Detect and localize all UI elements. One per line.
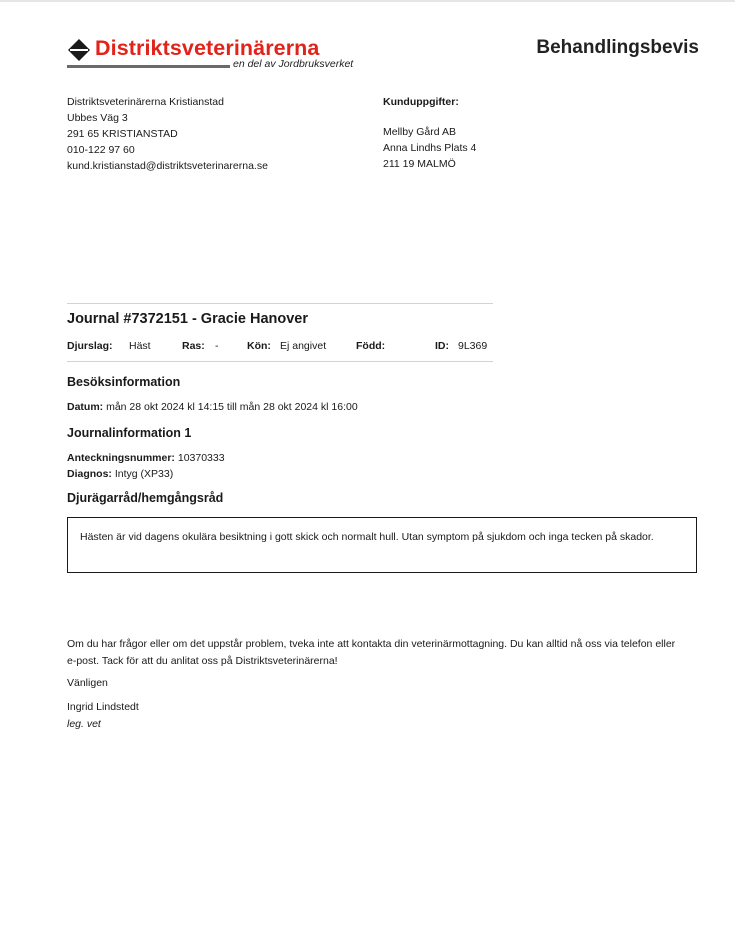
advice-heading: Djurägarråd/hemgångsråd <box>67 491 224 505</box>
customer-street: Anna Lindhs Plats 4 <box>383 142 477 154</box>
sex-value: Ej angivet <box>280 340 327 352</box>
signer-title: leg. vet <box>67 718 101 730</box>
footer-message: Om du har frågor eller om det uppstår problem, tveka inte att kontakta din veterinärmottagning. Du kan alltid nå oss via telefon eller e-post. Tack för att du anlitat oss på Distriktsveterinärerna! <box>67 638 676 667</box>
company-logo <box>67 36 357 72</box>
visit-date-line <box>67 401 358 413</box>
species-label: Djurslag: <box>67 340 113 352</box>
journal-title: Journal #7372151 - Gracie Hanover <box>67 311 308 327</box>
sender-email: kund.kristianstad@distriktsveterinarerna.se <box>67 160 268 172</box>
species-value: Häst <box>129 340 151 352</box>
sender-postal: 291 65 KRISTIANSTAD <box>67 128 178 140</box>
customer-heading: Kunduppgifter: <box>383 96 459 108</box>
sex-label: Kön: <box>247 340 271 352</box>
breed-value: - <box>215 340 219 352</box>
logo-underline <box>67 65 230 68</box>
animal-details-row <box>67 340 493 356</box>
id-value: 9L369 <box>458 340 488 352</box>
born-label: Född: <box>356 340 386 352</box>
journal-info-heading: Journalinformation 1 <box>67 426 192 440</box>
sender-street: Ubbes Väg 3 <box>67 112 128 124</box>
note-number-line <box>67 452 225 464</box>
note-number-label: Anteckningsnummer: <box>67 452 175 464</box>
advice-box <box>67 517 697 573</box>
breed-label: Ras: <box>182 340 205 352</box>
logo-diamond-icon <box>67 38 91 62</box>
date-label: Datum: <box>67 401 104 413</box>
logo-tagline: en del av Jordbruksverket <box>233 58 354 70</box>
signer-name: Ingrid Lindstedt <box>67 701 139 713</box>
diagnosis-label: Diagnos: <box>67 468 112 480</box>
sender-phone: 010-122 97 60 <box>67 144 135 156</box>
advice-text: Hästen är vid dagens okulära besiktning i gott skick och normalt hull. Utan symptom på sjukdom och inga tecken på skador. <box>80 531 654 543</box>
journal-bottom-divider <box>67 361 493 362</box>
id-label: ID: <box>435 340 449 352</box>
visit-heading: Besöksinformation <box>67 375 181 389</box>
customer-address <box>383 94 476 172</box>
sender-address <box>67 94 268 174</box>
customer-postal: 211 19 MALMÖ <box>383 158 456 170</box>
customer-name: Mellby Gård AB <box>383 126 456 138</box>
logo-name: Distriktsveterinärerna <box>95 36 320 60</box>
page-top-edge <box>0 0 735 2</box>
document-title: Behandlingsbevis <box>536 37 699 58</box>
date-value: mån 28 okt 2024 kl 14:15 till mån 28 okt 2024 kl 16:00 <box>106 401 358 413</box>
sender-name: Distriktsveterinärerna Kristianstad <box>67 96 224 108</box>
journal-top-divider <box>67 303 493 304</box>
diagnosis-value: Intyg (XP33) <box>114 468 174 480</box>
diagnosis-line <box>67 468 173 480</box>
closing-greeting: Vänligen <box>67 677 108 689</box>
note-number-value: 10370333 <box>177 452 225 464</box>
